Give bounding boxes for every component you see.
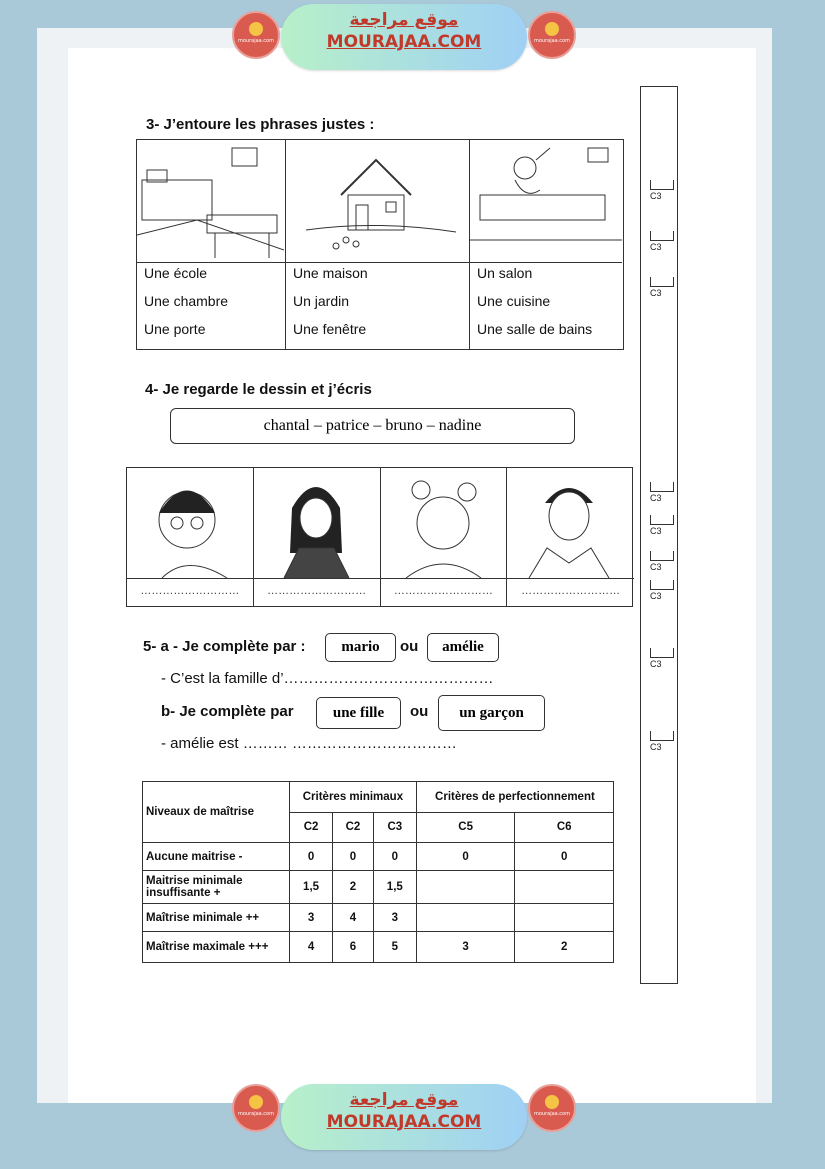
option[interactable]: Une porte: [144, 321, 206, 337]
exercise-3-table: [136, 139, 624, 350]
answer-blank[interactable]: ………………………: [521, 585, 621, 597]
site-logo-icon: mourajaa.com: [528, 11, 576, 59]
word-box-un-garcon: un garçon: [438, 695, 545, 731]
cell: 1,5: [290, 871, 333, 904]
sentence-b[interactable]: - amélie est ……… ……………………………: [161, 735, 457, 752]
option[interactable]: Une cuisine: [477, 293, 551, 309]
table-row: [143, 871, 614, 904]
table-row: [143, 932, 614, 963]
option[interactable]: Une maison: [293, 265, 368, 281]
criteria-checkbox[interactable]: C3: [650, 180, 674, 201]
criteria-checkbox[interactable]: C3: [650, 731, 674, 752]
cell: 2: [515, 932, 614, 963]
man-portrait: [507, 468, 634, 579]
cell: 1,5: [373, 871, 416, 904]
cell: [416, 904, 515, 932]
exercise-5b-title: b- Je complète par: [161, 703, 294, 720]
answer-blank[interactable]: ………………………: [393, 585, 493, 597]
cell: 6: [333, 932, 374, 963]
header-levels: Niveaux de maîtrise: [143, 782, 290, 843]
row-label: Maîtrise minimale ++: [143, 904, 290, 932]
row-label: Maitrise minimale insuffisante +: [143, 871, 290, 904]
criteria-checkbox[interactable]: C3: [650, 482, 674, 503]
watermark-arabic: موقع مراجعة: [349, 1090, 459, 1110]
cell: 0: [515, 843, 614, 871]
cell: 3: [373, 904, 416, 932]
cell: 3: [416, 932, 515, 963]
watermark-site: MOURAJAA.COM: [326, 32, 482, 52]
option[interactable]: Un salon: [477, 265, 533, 281]
criteria-checkbox[interactable]: C3: [650, 231, 674, 252]
sentence-a[interactable]: - C’est la famille d’……………………………………: [161, 670, 494, 687]
answer-blank[interactable]: ………………………: [140, 585, 240, 597]
cell: 0: [373, 843, 416, 871]
criteria-checkbox[interactable]: C3: [650, 515, 674, 536]
watermark-site: MOURAJAA.COM: [326, 1112, 482, 1132]
cell: 3: [290, 904, 333, 932]
mastery-grid: [142, 781, 614, 963]
cell: 2: [333, 871, 374, 904]
watermark-banner-bottom[interactable]: [281, 1084, 527, 1150]
exercise-3-title: 3- J’entoure les phrases justes :: [146, 116, 375, 133]
option[interactable]: Une fenêtre: [293, 321, 367, 337]
col-header: C5: [416, 812, 515, 843]
characters-table: [126, 467, 633, 607]
word-box-une-fille: une fille: [316, 697, 401, 729]
criteria-checkbox[interactable]: C3: [650, 277, 674, 298]
or-word: ou: [400, 638, 419, 655]
names-box: chantal – patrice – bruno – nadine: [170, 408, 575, 444]
bathroom-illustration: [470, 140, 622, 263]
boy-glasses-portrait: [127, 468, 253, 579]
answer-blank[interactable]: ………………………: [267, 585, 367, 597]
word-box-mario: mario: [325, 633, 396, 662]
header-perf-criteria: Critères de perfectionnement: [416, 782, 613, 813]
watermark-arabic: موقع مراجعة: [349, 10, 459, 30]
watermark-banner-top[interactable]: [281, 4, 527, 70]
col-header: C2: [333, 812, 374, 843]
cell: 4: [333, 904, 374, 932]
exercise-4-title: 4- Je regarde le dessin et j’écris: [145, 381, 372, 398]
option[interactable]: Une école: [144, 265, 208, 281]
cell: [515, 871, 614, 904]
cell: 4: [290, 932, 333, 963]
exercise-5a-title: 5- a - Je complète par :: [143, 638, 306, 655]
header-min-criteria: Critères minimaux: [290, 782, 417, 813]
col-header: C6: [515, 812, 614, 843]
col-header: C2: [290, 812, 333, 843]
option[interactable]: Une salle de bains: [477, 321, 593, 337]
cell: [515, 904, 614, 932]
criteria-checkbox[interactable]: C3: [650, 580, 674, 601]
site-logo-icon: mourajaa.com: [232, 1084, 280, 1132]
cell: 5: [373, 932, 416, 963]
criteria-checkbox[interactable]: C3: [650, 551, 674, 572]
option[interactable]: Une chambre: [144, 293, 229, 309]
criteria-checkbox[interactable]: C3: [650, 648, 674, 669]
bedroom-illustration: [137, 140, 285, 263]
site-logo-icon: mourajaa.com: [232, 11, 280, 59]
girl-pigtails-portrait: [381, 468, 507, 579]
house-illustration: [286, 140, 469, 263]
cell: 0: [290, 843, 333, 871]
table-row: [143, 843, 614, 871]
woman-portrait: [254, 468, 380, 579]
or-word: ou: [410, 703, 429, 720]
row-label: Maîtrise maximale +++: [143, 932, 290, 963]
option[interactable]: Un jardin: [293, 293, 350, 309]
word-box-amelie: amélie: [427, 633, 499, 662]
site-logo-icon: mourajaa.com: [528, 1084, 576, 1132]
col-header: C3: [373, 812, 416, 843]
cell: [416, 871, 515, 904]
cell: 0: [333, 843, 374, 871]
table-row: [143, 904, 614, 932]
cell: 0: [416, 843, 515, 871]
row-label: Aucune maitrise -: [143, 843, 290, 871]
